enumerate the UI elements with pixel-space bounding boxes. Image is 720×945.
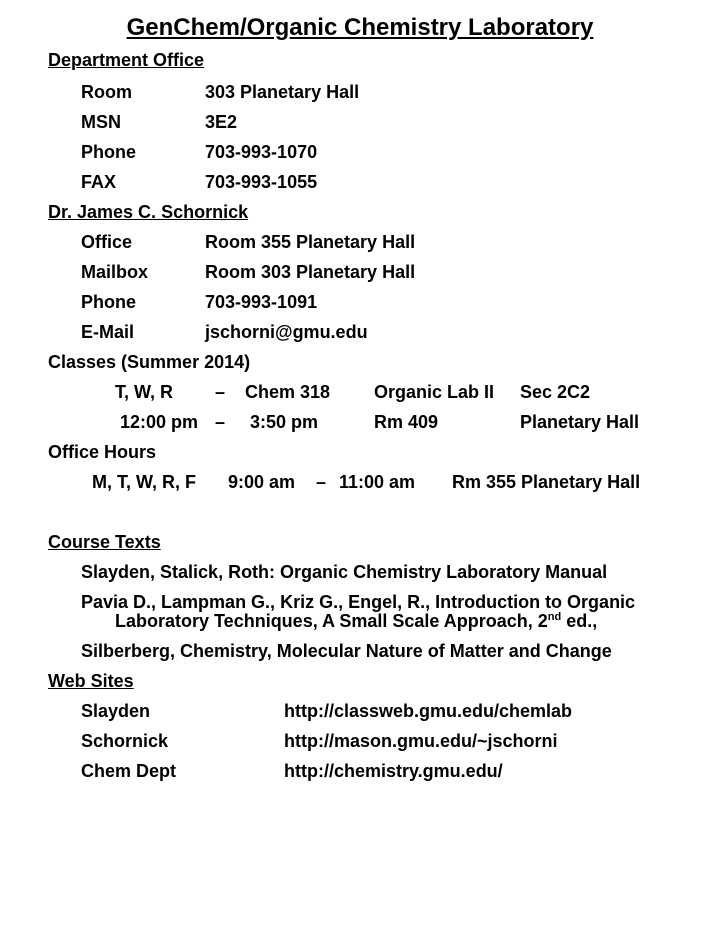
instr-office-label: Office: [81, 232, 133, 252]
course-text-3: Silberberg, Chemistry, Molecular Nature of Matter and Change: [81, 641, 612, 661]
class-end-time: 3:50 pm: [250, 412, 319, 432]
class-name: Organic Lab II: [374, 382, 495, 402]
dept-room-label: Room: [81, 82, 132, 102]
instr-mailbox-label: Mailbox: [81, 262, 149, 282]
web-site-label-chem-dept: Chem Dept: [81, 761, 177, 781]
web-site-link-chem-dept[interactable]: http://chemistry.gmu.edu/: [284, 761, 503, 781]
instr-phone-label: Phone: [81, 292, 137, 312]
web-site-link-slayden[interactable]: http://classweb.gmu.edu/chemlab: [284, 701, 573, 721]
office-hours-dash: –: [316, 472, 327, 492]
instr-email-label: E-Mail: [81, 322, 135, 342]
class-room: Rm 409: [374, 412, 439, 432]
instr-office-value: Room 355 Planetary Hall: [205, 232, 416, 252]
class-course: Chem 318: [245, 382, 331, 402]
office-hours-location: Rm 355 Planetary Hall: [452, 472, 641, 492]
dept-msn-value: 3E2: [205, 112, 238, 132]
web-site-link-schornick[interactable]: http://mason.gmu.edu/~jschorni: [284, 731, 558, 751]
class-dash-2: –: [215, 412, 226, 432]
class-dash-1: –: [215, 382, 226, 402]
instr-phone-value: 703-993-1091: [205, 292, 318, 312]
office-hours-days: M, T, W, R, F: [92, 472, 196, 492]
class-days: T, W, R: [115, 382, 173, 402]
page-title: GenChem/Organic Chemistry Laboratory: [126, 14, 594, 41]
dept-phone-value: 703-993-1070: [205, 142, 318, 162]
web-site-label-schornick: Schornick: [81, 731, 169, 751]
edition-superscript: nd: [547, 611, 562, 623]
classes-heading: Classes (Summer 2014): [48, 352, 251, 372]
department-office-heading: Department Office: [48, 50, 205, 70]
dept-room-value: 303 Planetary Hall: [205, 82, 360, 102]
web-sites-heading: Web Sites: [48, 671, 134, 691]
instr-email-value: jschorni@gmu.edu: [205, 322, 368, 342]
office-hours-end: 11:00 am: [339, 472, 416, 492]
instr-mailbox-value: Room 303 Planetary Hall: [205, 262, 416, 282]
office-hours-start: 9:00 am: [228, 472, 296, 492]
course-text-1: Slayden, Stalick, Roth: Organic Chemistry Laboratory Manual: [81, 562, 608, 582]
dept-fax-value: 703-993-1055: [205, 172, 318, 192]
course-text-2-edition: ed.,: [561, 611, 598, 631]
dept-msn-label: MSN: [81, 112, 121, 132]
dept-fax-label: FAX: [81, 172, 117, 192]
class-section: Sec 2C2: [520, 382, 591, 402]
course-text-2-line-1: Pavia D., Lampman G., Kriz G., Engel, R., Introduction to Organic: [81, 592, 636, 612]
course-texts-heading: Course Texts: [48, 532, 161, 552]
class-building: Planetary Hall: [520, 412, 640, 432]
course-text-2-title: Laboratory Techniques, A Small Scale Approach, 2: [115, 611, 548, 631]
dept-phone-label: Phone: [81, 142, 137, 162]
web-site-label-slayden: Slayden: [81, 701, 151, 721]
course-text-2-line-2: [115, 610, 597, 632]
office-hours-heading: Office Hours: [48, 442, 157, 462]
class-start-time: 12:00 pm: [120, 412, 199, 432]
instructor-heading: Dr. James C. Schornick: [48, 202, 249, 222]
